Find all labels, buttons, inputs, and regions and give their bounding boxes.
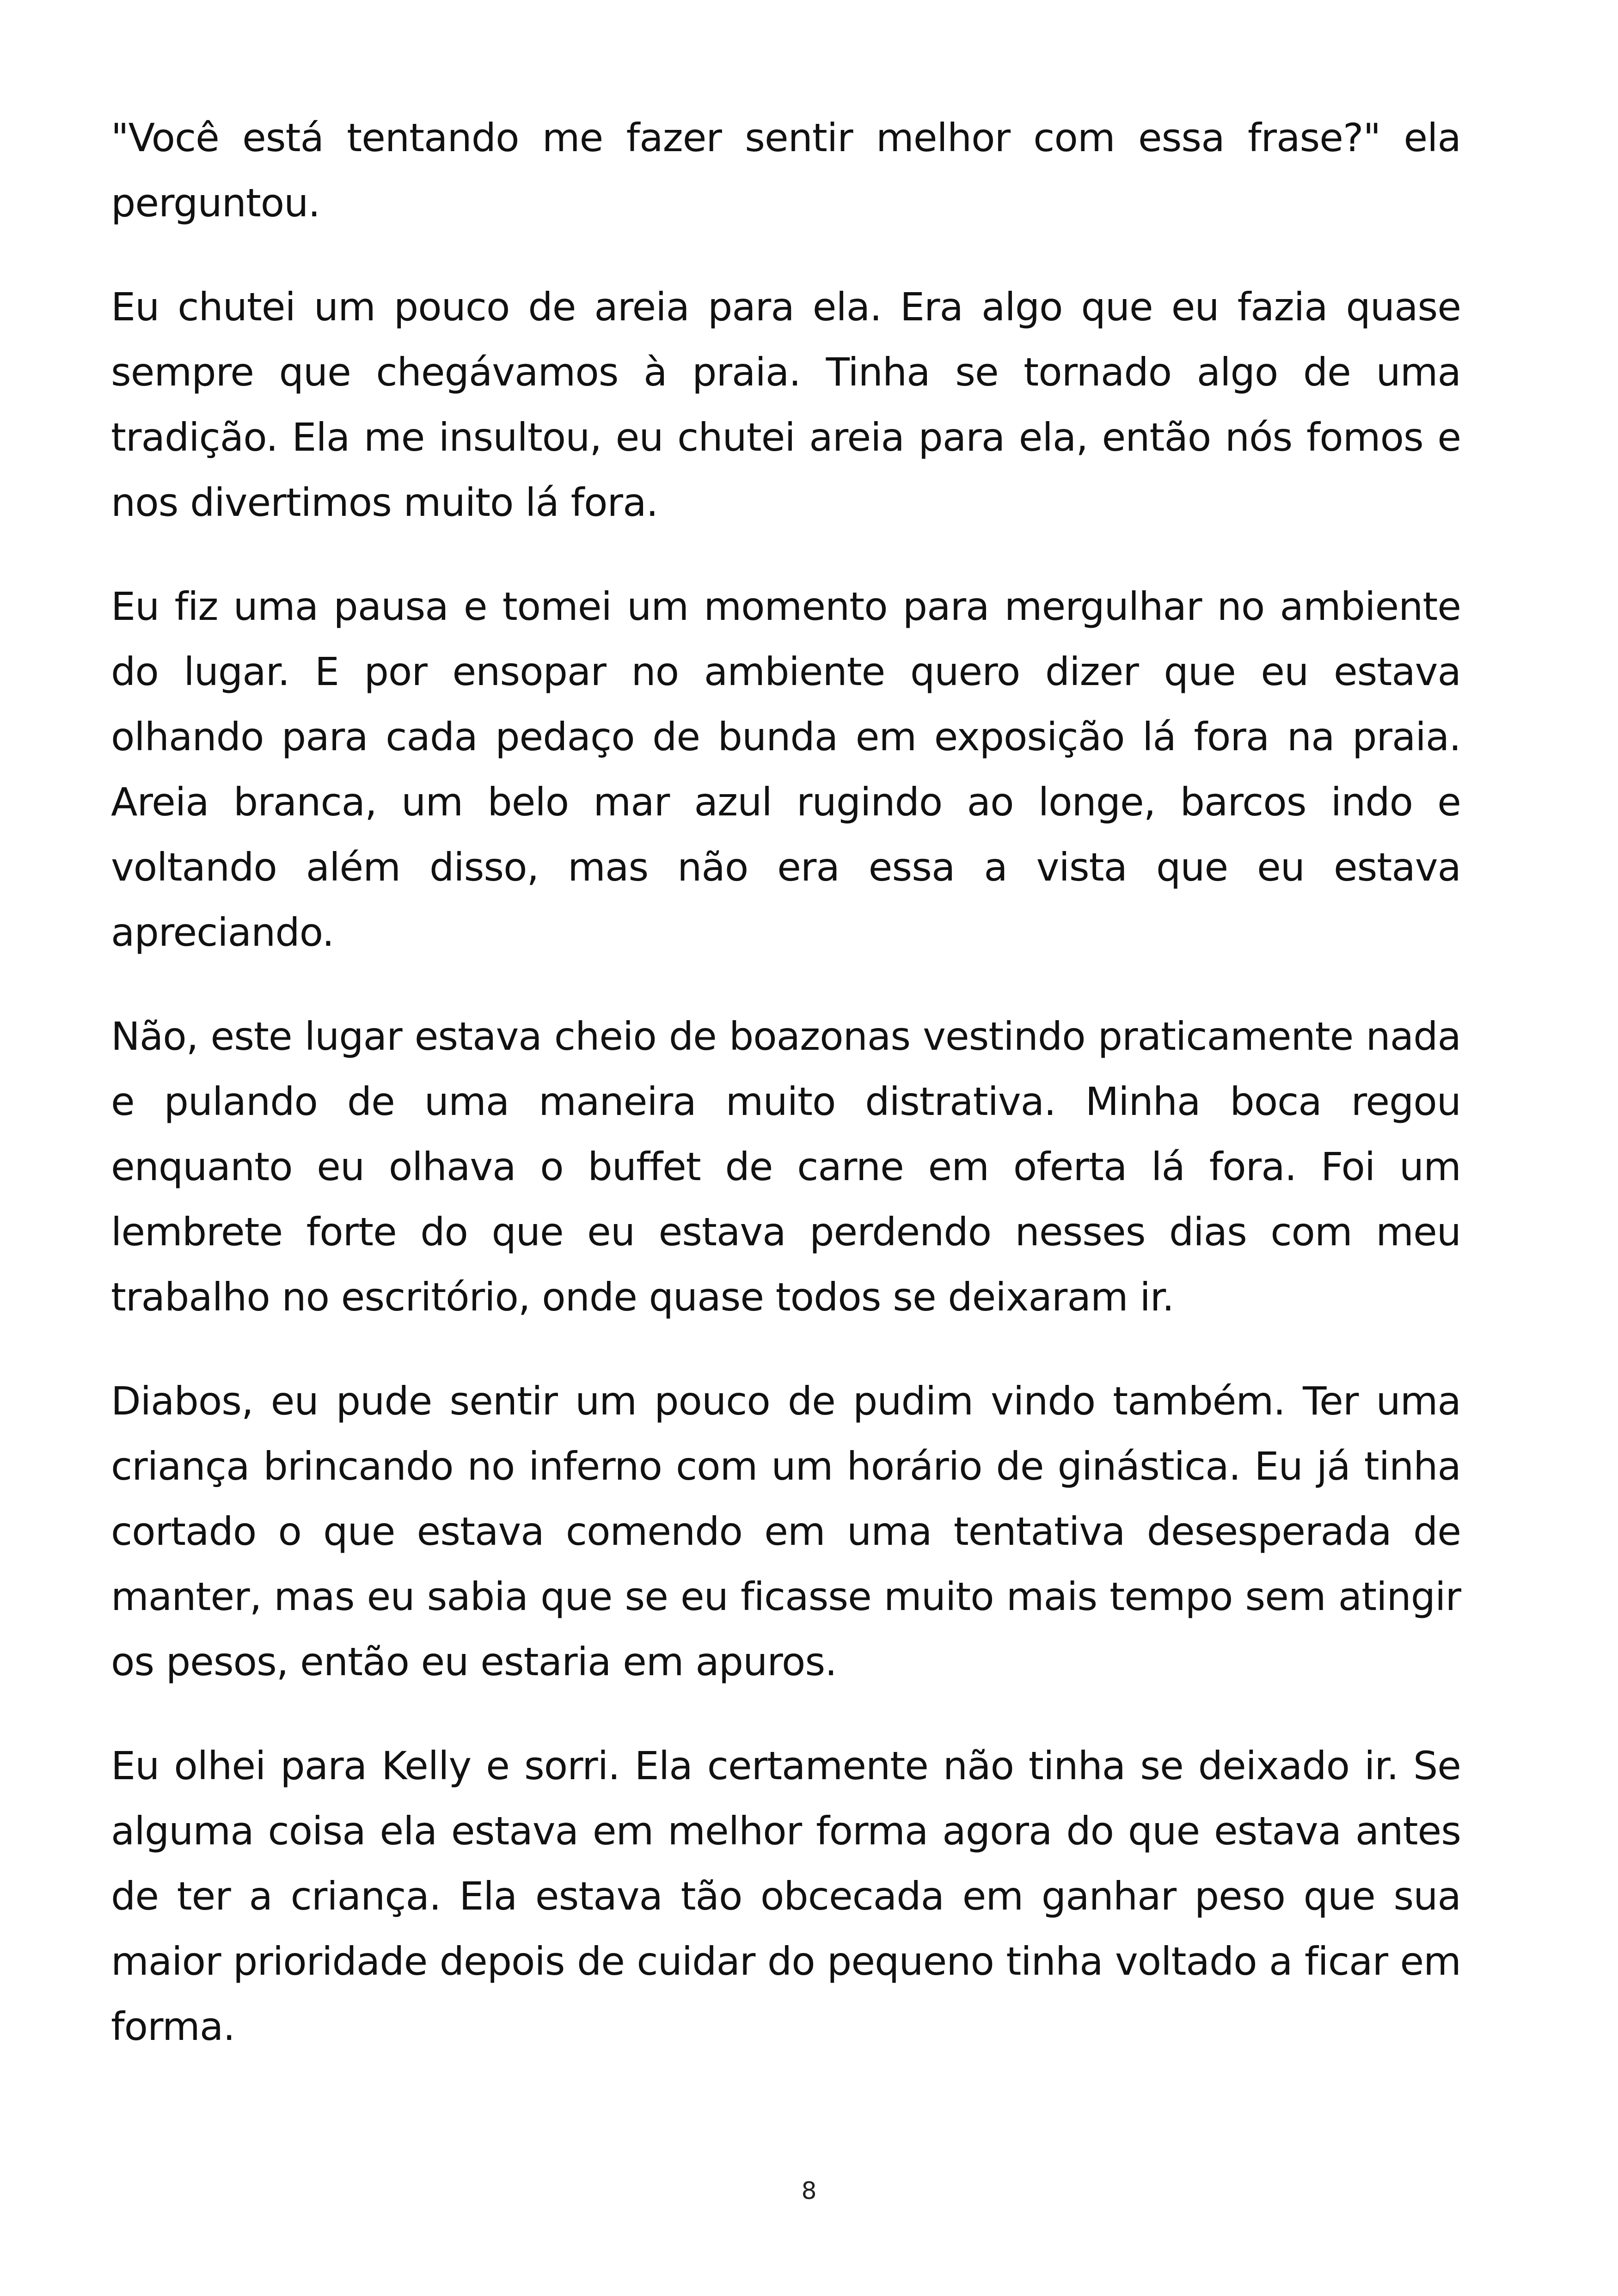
- paragraph-2: Eu chutei um pouco de areia para ela. Era algo que eu fazia quase sempre que chegávamos à praia. Tinha se tornado algo de uma tradição. Ela me insultou, eu chutei areia para ela, então nós fomos e nos divertimos muito lá fora.: [111, 284, 1461, 525]
- paragraph-3: Eu fiz uma pausa e tomei um momento para mergulhar no ambiente do lugar. E por ensopar no ambiente quero dizer que eu estava olhando para cada pedaço de bunda em exposição lá fora na praia. Areia branca, um belo mar azul rugindo ao longe, barcos indo e voltando além disso, mas não era essa a vista que eu estava apreciando.: [111, 584, 1461, 955]
- text-body: [111, 105, 1461, 2098]
- paragraph-6: Eu olhei para Kelly e sorri. Ela certamente não tinha se deixado ir. Se alguma coisa ela estava em melhor forma agora do que estava antes de ter a criança. Ela estava tão obcecada em ganhar peso que sua maior prioridade depois de cuidar do pequeno tinha voltado a ficar em forma.: [111, 1743, 1461, 2049]
- paragraph-5: Diabos, eu pude sentir um pouco de pudim vindo também. Ter uma criança brincando no inferno com um horário de ginástica. Eu já tinha cortado o que estava comendo em uma tentativa desesperada de manter, mas eu sabia que se eu ficasse muito mais tempo sem atingir os pesos, então eu estaria em apuros.: [111, 1378, 1461, 1684]
- paragraph-1: "Você está tentando me fazer sentir melhor com essa frase?" ela perguntou.: [111, 115, 1461, 226]
- page-number: 8: [801, 2177, 817, 2205]
- paragraph-4: Não, este lugar estava cheio de boazonas vestindo praticamente nada e pulando de uma maneira muito distrativa. Minha boca regou enquanto eu olhava o buffet de carne em oferta lá fora. Foi um lembrete forte do que eu estava perdendo nesses dias com meu trabalho no escritório, onde quase todos se deixaram ir.: [111, 1014, 1461, 1320]
